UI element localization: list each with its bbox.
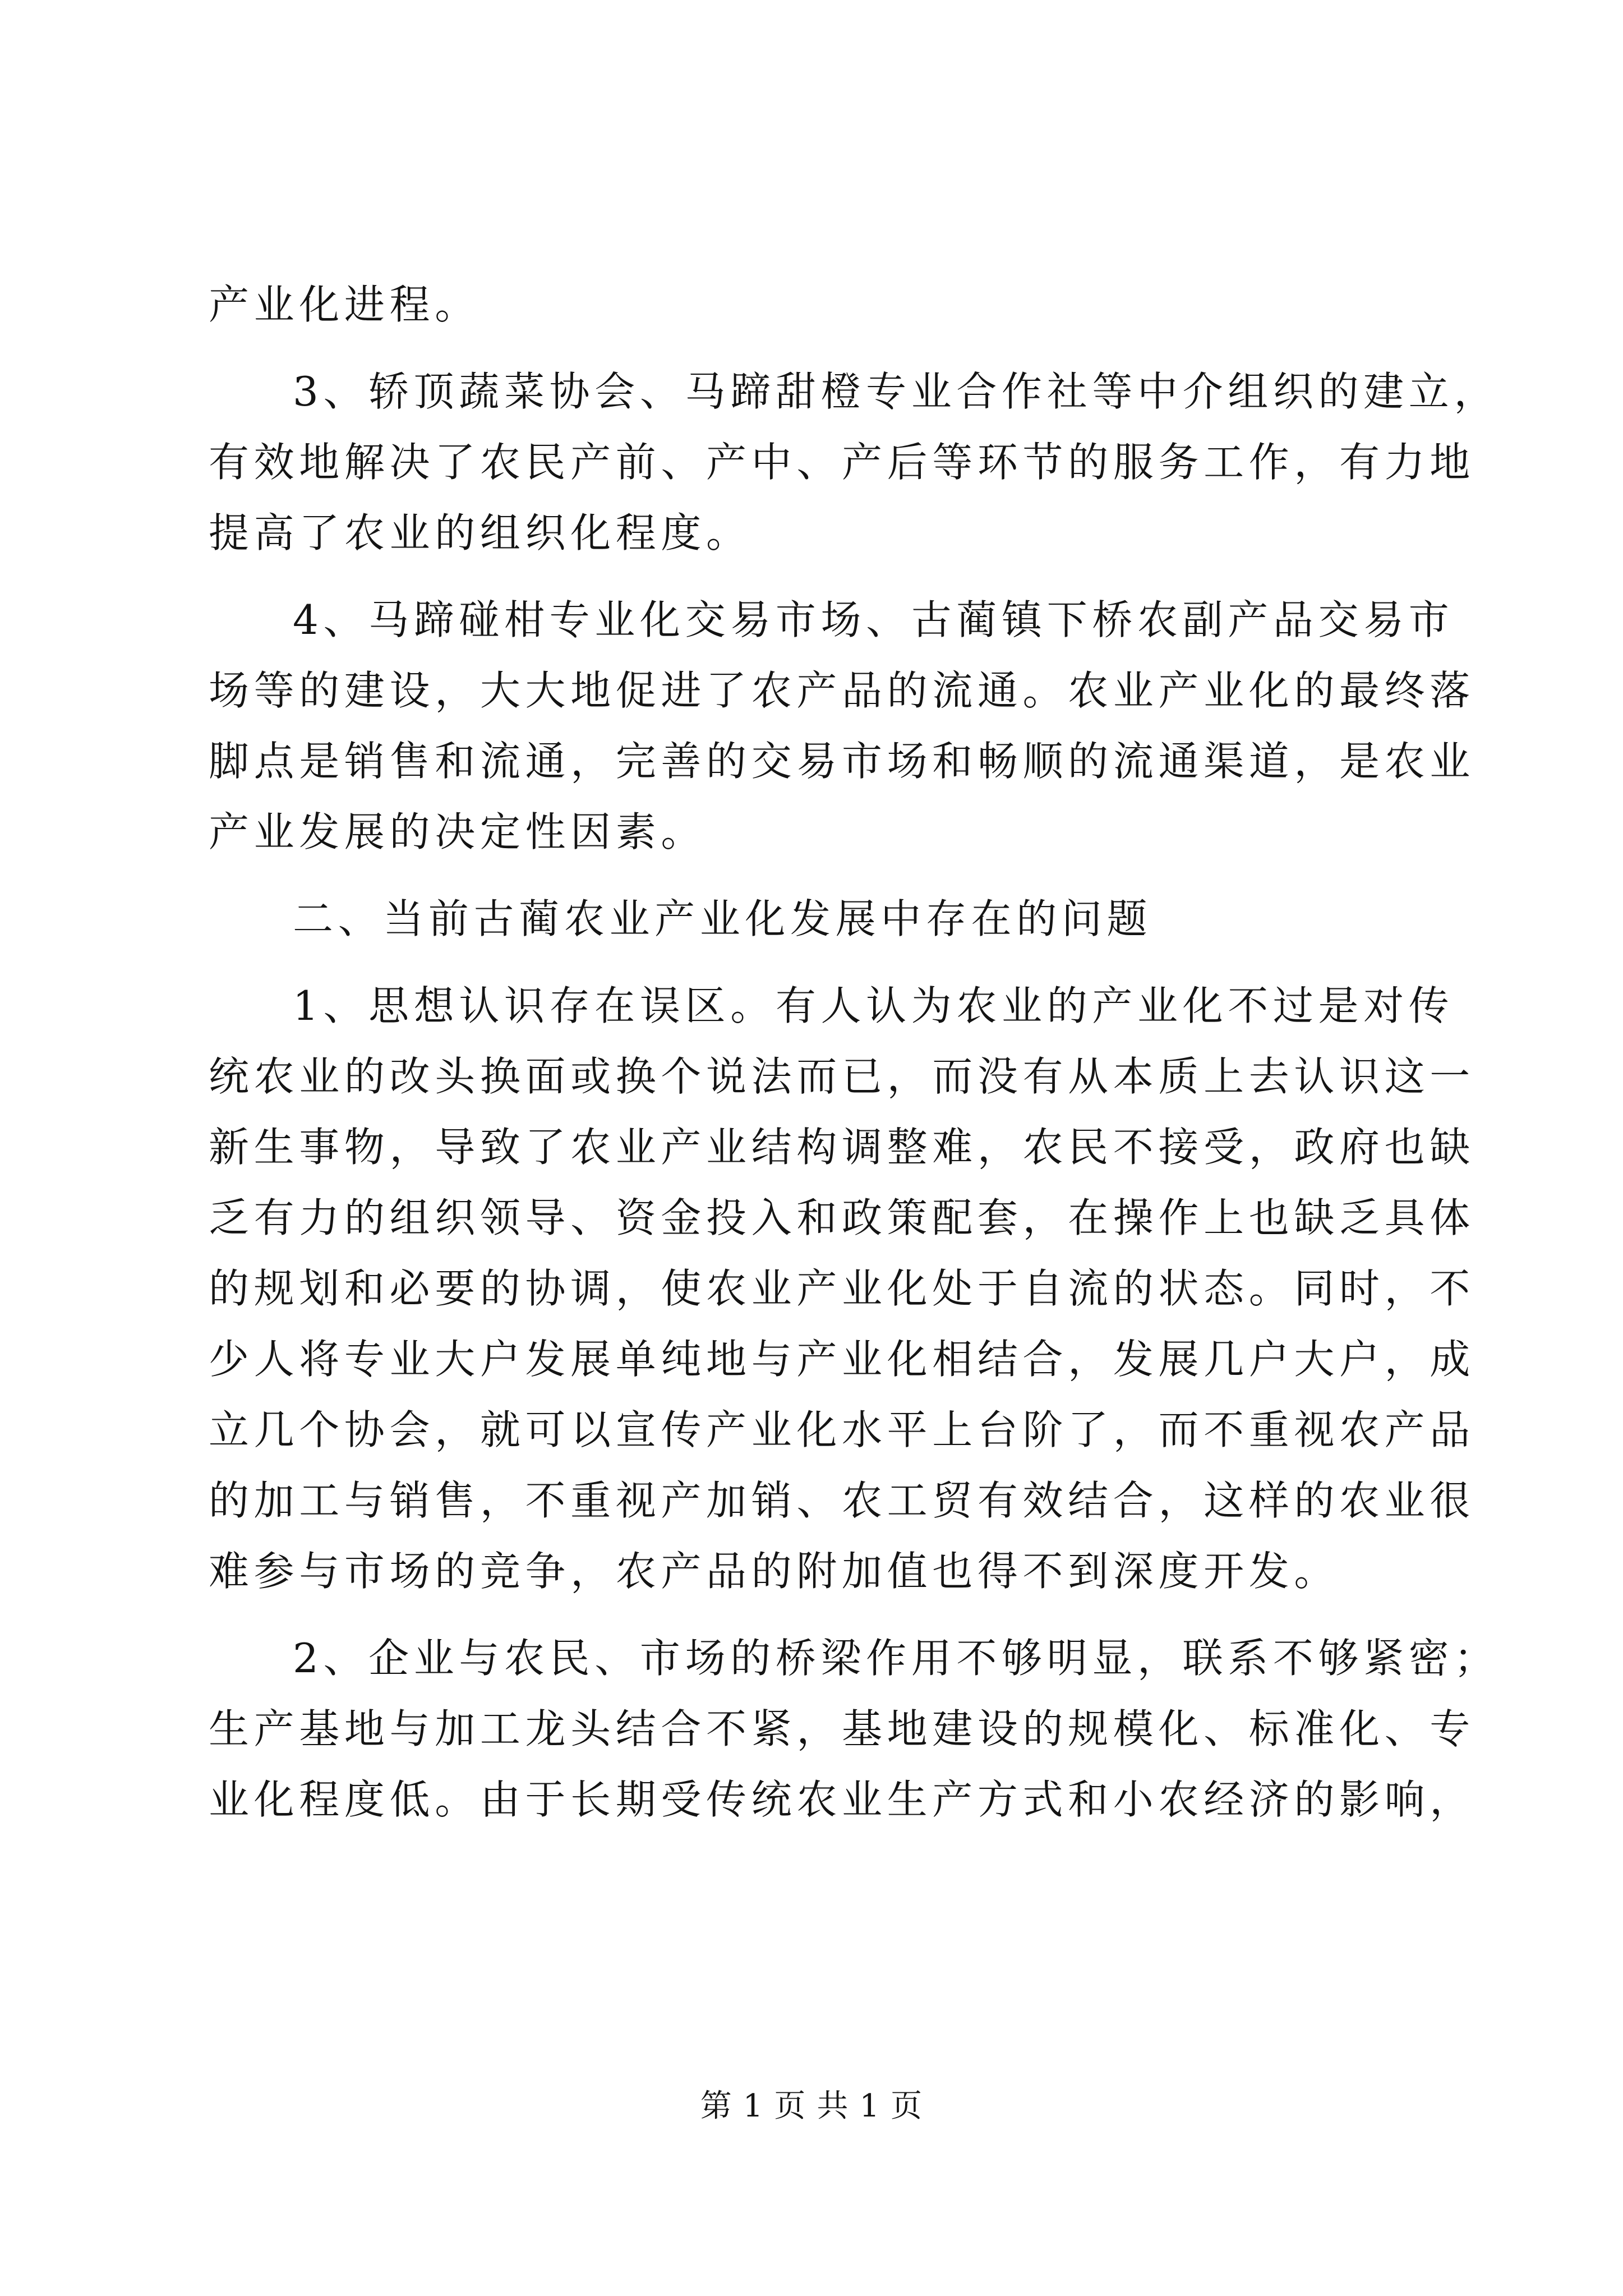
paragraph-gap: [209, 568, 1420, 585]
text-line: 3、轿顶蔬菜协会、马蹄甜橙专业合作社等中介组织的建立，: [293, 368, 1500, 415]
paragraph-gap: [209, 954, 1420, 970]
text-line: 乏有力的组织领导、资金投入和政策配套，在操作上也缺乏具体: [209, 1194, 1475, 1241]
page-footer: [0, 2084, 1623, 2129]
paragraph-problem-1: [209, 970, 1475, 1607]
text-line: 统农业的改头换面或换个说法而已，而没有从本质上去认识这一: [209, 1053, 1475, 1100]
text-line: 有效地解决了农民产前、产中、产后等环节的服务工作，有力地: [209, 439, 1475, 486]
text-line: 少人将专业大户发展单纯地与产业化相结合，发展几户大户，成: [209, 1336, 1475, 1383]
section-heading: [209, 884, 1420, 954]
text-line: 业化程度低。由于长期受传统农业生产方式和小农经济的影响，: [209, 1776, 1475, 1823]
text-line: 1、思想认识存在误区。有人认为农业的产业化不过是对传: [293, 982, 1454, 1029]
document-body: [209, 269, 1500, 1835]
paragraph-gap: [209, 867, 1420, 884]
text-line: 新生事物，导致了农业产业结构调整难，农民不接受，政府也缺: [209, 1124, 1475, 1171]
text-line: 难参与市场的竞争，农产品的附加值也得不到深度开发。: [209, 1548, 1340, 1595]
text-line: 脚点是销售和流通，完善的交易市场和畅顺的流通渠道，是农业: [209, 738, 1475, 785]
paragraph-item-3: [209, 356, 1500, 568]
text-line: 生产基地与加工龙头结合不紧，基地建设的规模化、标准化、专: [209, 1705, 1475, 1752]
text-line: 的规划和必要的协调，使农业产业化处于自流的状态。同时，不: [209, 1265, 1475, 1312]
text-line: 场等的建设，大大地促进了农产品的流通。农业产业化的最终落: [209, 667, 1475, 714]
text-line: 产业发展的决定性因素。: [209, 808, 707, 855]
paragraph-problem-2: [209, 1623, 1500, 1835]
paragraph-continuation: [209, 269, 1420, 340]
paragraph-item-4: [209, 585, 1475, 867]
text-line: 立几个协会，就可以宣传产业化水平上台阶了，而不重视农产品: [209, 1406, 1475, 1453]
text-line: 2、企业与农民、市场的桥梁作用不够明显，联系不够紧密；: [293, 1635, 1500, 1682]
text-line: 的加工与销售，不重视产加销、农工贸有效结合，这样的农业很: [209, 1477, 1475, 1524]
text-line: 产业化进程。: [209, 281, 480, 328]
text-line: 提高了农业的组织化程度。: [209, 509, 751, 556]
paragraph-gap: [209, 1607, 1420, 1623]
page-number-label: 第 1 页 共 1 页: [700, 2088, 923, 2124]
section-heading-text: 二、当前古蔺农业产业化发展中存在的问题: [293, 895, 1152, 942]
text-line: 4、马蹄碰柑专业化交易市场、古蔺镇下桥农副产品交易市: [293, 596, 1454, 643]
paragraph-gap: [209, 340, 1420, 356]
